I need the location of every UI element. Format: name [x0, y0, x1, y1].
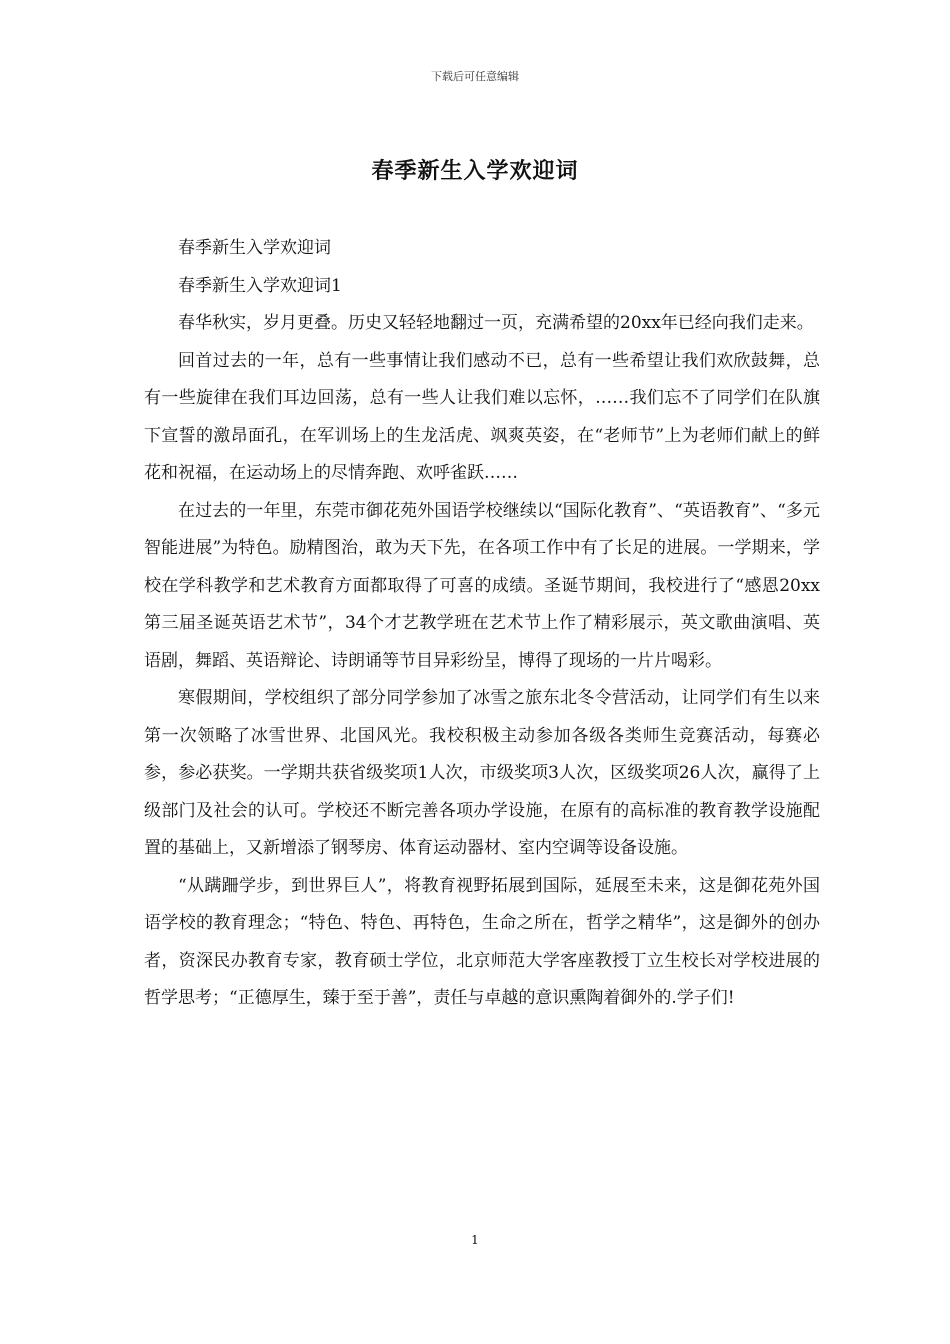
document-body [144, 230, 820, 1018]
paragraph: 在过去的一年里，东莞市御花苑外国语学校继续以“国际化教育”、“英语教育”、“多元智能进展”为特色。励精图治，敢为天下先，在各项工作中有了长足的进展。一学期来，学校在学科教学和艺术教育方面都取得了可喜的成绩。圣诞节期间，我校进行了“感恩20xx第三届圣诞英语艺术节”，34个才艺教学班在艺术节上作了精彩展示，英文歌曲演唱、英语剧，舞蹈、英语辩论、诗朗诵等节目异彩纷呈，博得了现场的一片片喝彩。 [144, 500, 820, 671]
document-title: 春季新生入学欢迎词 [371, 158, 579, 184]
paragraph-subtitle: 春季新生入学欢迎词 [178, 238, 331, 258]
paragraph: 回首过去的一年，总有一些事情让我们感动不已，总有一些希望让我们欢欣鼓舞，总有一些旋律在我们耳边回荡，总有一些人让我们难以忘怀，……我们忘不了同学们在队旗下宣誓的激昂面孔，在军训场上的生龙活虎、飒爽英姿，在“老师节”上为老师们献上的鲜花和祝福，在运动场上的尽情奔跑、欢呼雀跃…… [144, 350, 820, 483]
paragraph: 寒假期间，学校组织了部分同学参加了冰雪之旅东北冬令营活动，让同学们有生以来第一次领略了冰雪世界、北国风光。我校积极主动参加各级各类师生竞赛活动，每赛必参，参必获奖。一学期共获省级奖项1人次，市级奖项3人次，区级奖项26人次，赢得了上级部门及社会的认可。学校还不断完善各项办学设施，在原有的高标准的教育教学设施配置的基础上，又新增添了钢琴房、体育运动器材、室内空调等设备设施。 [144, 688, 820, 858]
header-note: 下载后可任意编辑 [431, 70, 519, 83]
paragraph: 春华秋实，岁月更叠。历史又轻轻地翻过一页，充满希望的20xx年已经向我们走来。 [178, 313, 814, 333]
paragraph-section-heading: 春季新生入学欢迎词1 [178, 275, 342, 296]
page-number: 1 [471, 1233, 479, 1247]
paragraph: “从蹒跚学步，到世界巨人”，将教育视野拓展到国际，延展至未来，这是御花苑外国语学校的教育理念；“特色、特色、再特色，生命之所在，哲学之精华”，这是御外的创办者，资深民办教育专家，教育硕士学位，北京师范大学客座教授丁立生校长对学校进展的哲学思考；“正德厚生，臻于至于善”，责任与卓越的意识熏陶着御外的.学子们! [144, 875, 820, 1008]
